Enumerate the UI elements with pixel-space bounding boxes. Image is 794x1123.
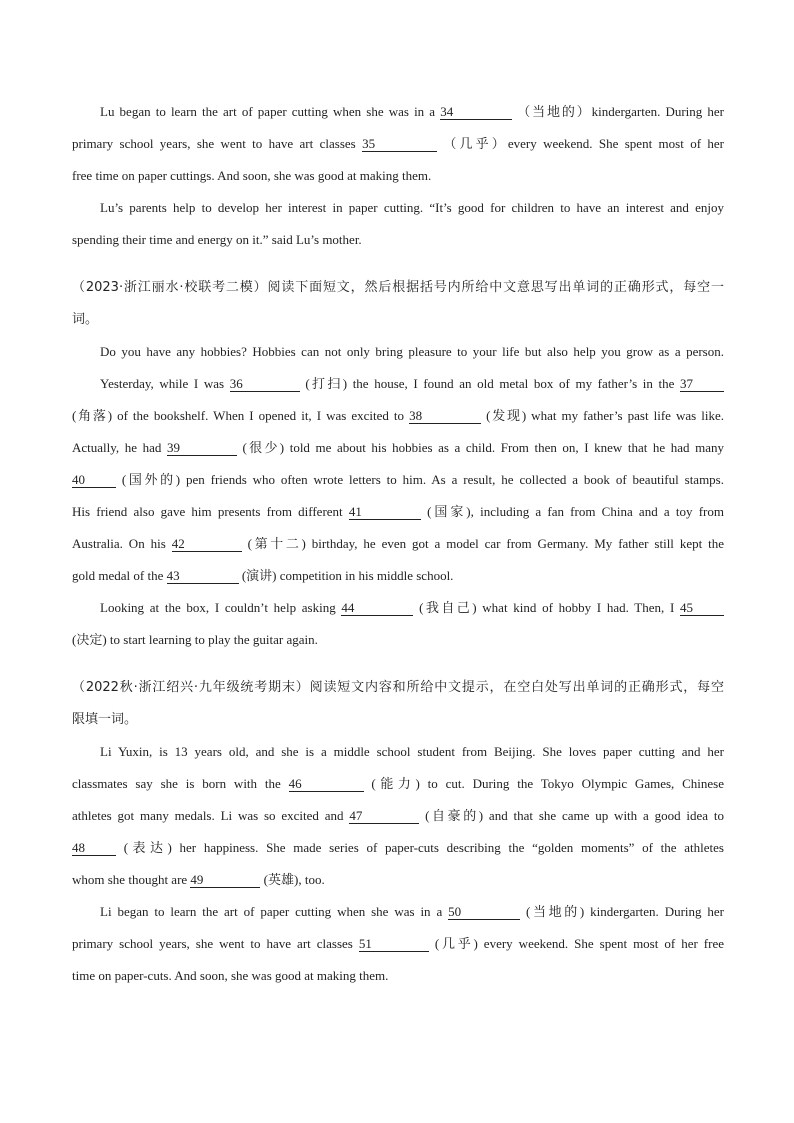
answer-blank-42[interactable]: 42 [172, 537, 242, 552]
text-line: classmates say she is born with the 46 (能力) to cut. During the Tokyo Olympic Games, Chinese [72, 776, 724, 791]
answer-blank-35[interactable]: 35 [362, 137, 437, 152]
text-line: His friend also gave him presents from different 41 (国家), including a fan from China and a toy from [72, 504, 724, 519]
answer-blank-46[interactable]: 46 [289, 777, 364, 792]
text-line: Lu began to learn the art of paper cutting when she was in a 34 （当地的）kindergarten. During her [100, 104, 724, 119]
text-line: Yesterday, while I was 36 (打扫) the house, I found an old metal box of my father’s in the 37 [72, 368, 724, 400]
answer-blank-34[interactable]: 34 [440, 105, 512, 120]
text-line: primary school years, she went to have art classes 35 （几乎）every weekend. She spent most of her [72, 136, 724, 151]
answer-blank-51[interactable]: 51 [359, 937, 429, 952]
exercise-instructions: （2023·浙江丽水·校联考二模）阅读下面短文，然后根据括号内所给中文意思写出单词的正确形式，每空一 [72, 280, 724, 295]
exercise-instructions-cont: 限填一词。 [72, 712, 138, 727]
text-line: Li began to learn the art of paper cutting when she was in a 50 (当地的) kindergarten. During her [100, 904, 725, 919]
text-line: Do you have any hobbies? Hobbies can not only bring pleasure to your life but also help you grow as a person. [100, 344, 724, 359]
answer-blank-38[interactable]: 38 [409, 409, 481, 424]
exercise-instructions-cont: 词。 [72, 312, 99, 327]
answer-blank-43[interactable]: 43 [167, 569, 239, 584]
text-line: (角落) of the bookshelf. When I opened it, I was excited to 38 (发现) what my father’s past life was like. [72, 408, 724, 423]
answer-blank-39[interactable]: 39 [167, 441, 237, 456]
answer-blank-45[interactable]: 45 [680, 601, 724, 616]
exercise-instructions: （2022秋·浙江绍兴·九年级统考期末）阅读短文内容和所给中文提示，在空白处写出单词的正确形式，每空 [72, 680, 724, 695]
text-line: (决定) to start learning to play the guitar again. [72, 632, 318, 647]
answer-blank-44[interactable]: 44 [341, 601, 413, 616]
document-page [72, 96, 724, 992]
answer-blank-50[interactable]: 50 [448, 905, 520, 920]
passage-section-1 [72, 96, 724, 256]
text-line: Australia. On his 42 (第十二) birthday, he even got a model car from Germany. My father still kept the [72, 536, 724, 551]
text-line: Looking at the box, I couldn’t help asking 44 (我自己) what kind of hobby I had. Then, I 45 [72, 592, 724, 624]
answer-blank-47[interactable]: 47 [349, 809, 419, 824]
passage-section-3 [72, 672, 724, 992]
text-line: primary school years, she went to have art classes 51 (几乎) every weekend. She spent most of her free [72, 936, 724, 951]
answer-blank-49[interactable]: 49 [190, 873, 260, 888]
answer-blank-40[interactable]: 40 [72, 473, 116, 488]
text-line: athletes got many medals. Li was so excited and 47 (自豪的) and that she came up with a good idea to [72, 808, 725, 823]
text-line: Actually, he had 39 (很少) told me about his hobbies as a child. From then on, I knew that he had many [72, 440, 724, 455]
text-line: Lu’s parents help to develop her interest in paper cutting. “It’s good for children to have an interest and enjoy [100, 200, 724, 215]
answer-blank-36[interactable]: 36 [230, 377, 300, 392]
text-line: gold medal of the 43 (演讲) competition in his middle school. [72, 568, 454, 583]
answer-blank-41[interactable]: 41 [349, 505, 421, 520]
text-line: time on paper-cuts. And soon, she was good at making them. [72, 968, 389, 983]
text-line: 48 (表达) her happiness. She made series of paper-cuts describing the “golden moments” of the athletes [72, 840, 724, 855]
text-line: 40 (国外的) pen friends who often wrote letters to him. As a result, he collected a book of beautiful stamps. [72, 472, 724, 487]
text-line: whom she thought are 49 (英雄), too. [72, 872, 325, 887]
answer-blank-48[interactable]: 48 [72, 841, 116, 856]
passage-section-2 [72, 272, 724, 656]
answer-blank-37[interactable]: 37 [680, 377, 724, 392]
text-line: spending their time and energy on it.” said Lu’s mother. [72, 232, 362, 247]
text-line: Li Yuxin, is 13 years old, and she is a middle school student from Beijing. She loves paper cutting and her [100, 744, 724, 759]
text-line: free time on paper cuttings. And soon, she was good at making them. [72, 168, 432, 183]
